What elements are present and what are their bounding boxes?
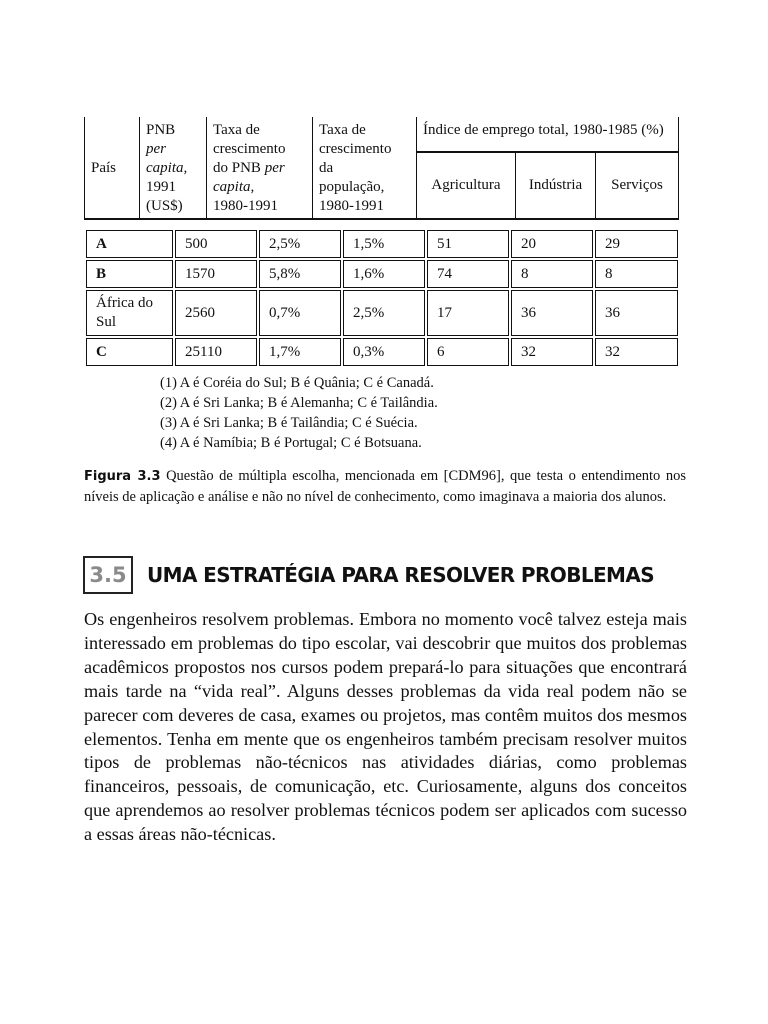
cell-value: 2560 — [175, 290, 257, 336]
header-indice-emprego: Índice de emprego total, 1980-1985 (%) — [417, 117, 679, 152]
cell-value: 1570 — [175, 260, 257, 288]
body-paragraph: Os engenheiros resolvem problemas. Embora no momento você talvez esteja mais interessado em problemas do tipo escolar, vai descobrir que muitos dos problemas acadêmicos propostos nos cursos podem prepará-lo para situações que encontrará mais tarde na “vida real”. Alguns desses problemas da vida real podem não se parecer com deveres de casa, exames ou projetos, mas contêm muitos dos mesmos elementos. Tenha em mente que os engenheiros também precisam resolver muitos tipos de problemas não-técnicos nas atividades diárias, como problemas financeiros, pessoais, de comunicação, etc. Curiosamente, alguns dos conceitos que aprendemos ao resolver problemas técnicos podem ser aplicados com sucesso a essas áreas não-técnicas. — [84, 609, 687, 845]
header-taxa-pop: Taxa de crescimento da população, 1980-1991 — [313, 117, 417, 219]
cell-value: 0,7% — [259, 290, 341, 336]
section-number: 3.5 — [83, 556, 133, 594]
table-header — [84, 117, 679, 220]
cell-value: 8 — [511, 260, 593, 288]
header-industria: Indústria — [516, 152, 596, 219]
cell-value: 0,3% — [343, 338, 425, 366]
cell-value: 1,6% — [343, 260, 425, 288]
cell-value: 17 — [427, 290, 509, 336]
cell-value: 2,5% — [259, 230, 341, 258]
cell-value: 32 — [511, 338, 593, 366]
cell-value: 1,7% — [259, 338, 341, 366]
header-servicos: Serviços — [596, 152, 679, 219]
header-pnb: PNB per capita, 1991 (US$) — [140, 117, 207, 219]
answer-options — [160, 373, 680, 453]
table-row — [86, 338, 678, 366]
cell-value: 5,8% — [259, 260, 341, 288]
cell-value: 2,5% — [343, 290, 425, 336]
table-row — [86, 260, 678, 288]
cell-value: 500 — [175, 230, 257, 258]
cell-value: 6 — [427, 338, 509, 366]
cell-country: B — [86, 260, 173, 288]
cell-country: A — [86, 230, 173, 258]
cell-value: 36 — [511, 290, 593, 336]
table-data — [84, 228, 680, 368]
header-taxa-pnb: Taxa de crescimento do PNB per capita, 1980-1991 — [207, 117, 313, 219]
header-pais: País — [85, 117, 140, 219]
header-agricultura: Agricultura — [417, 152, 516, 219]
cell-country: C — [86, 338, 173, 366]
table-row — [86, 290, 678, 336]
figure-caption — [84, 466, 686, 507]
cell-value: 32 — [595, 338, 678, 366]
cell-country: África do Sul — [86, 290, 173, 336]
option-item: (3) A é Sri Lanka; B é Tailândia; C é Suécia. — [160, 415, 418, 431]
cell-value: 8 — [595, 260, 678, 288]
cell-value: 74 — [427, 260, 509, 288]
section-title: UMA ESTRATÉGIA PARA RESOLVER PROBLEMAS — [147, 563, 655, 587]
table-row — [86, 230, 678, 258]
cell-value: 36 — [595, 290, 678, 336]
cell-value: 20 — [511, 230, 593, 258]
caption-text: Questão de múltipla escolha, mencionada em [CDM96], que testa o entendimento nos níveis de aplicação e análise e não no nível de conhecimento, como imaginava a maioria dos alunos. — [84, 468, 686, 505]
option-item: (2) A é Sri Lanka; B é Alemanha; C é Tailândia. — [160, 395, 438, 411]
cell-value: 51 — [427, 230, 509, 258]
option-item: (4) A é Namíbia; B é Portugal; C é Botsuana. — [160, 435, 422, 451]
cell-value: 1,5% — [343, 230, 425, 258]
option-item: (1) A é Coréia do Sul; B é Quânia; C é Canadá. — [160, 375, 434, 391]
cell-value: 25110 — [175, 338, 257, 366]
figure-label: Figura 3.3 — [84, 469, 161, 484]
cell-value: 29 — [595, 230, 678, 258]
